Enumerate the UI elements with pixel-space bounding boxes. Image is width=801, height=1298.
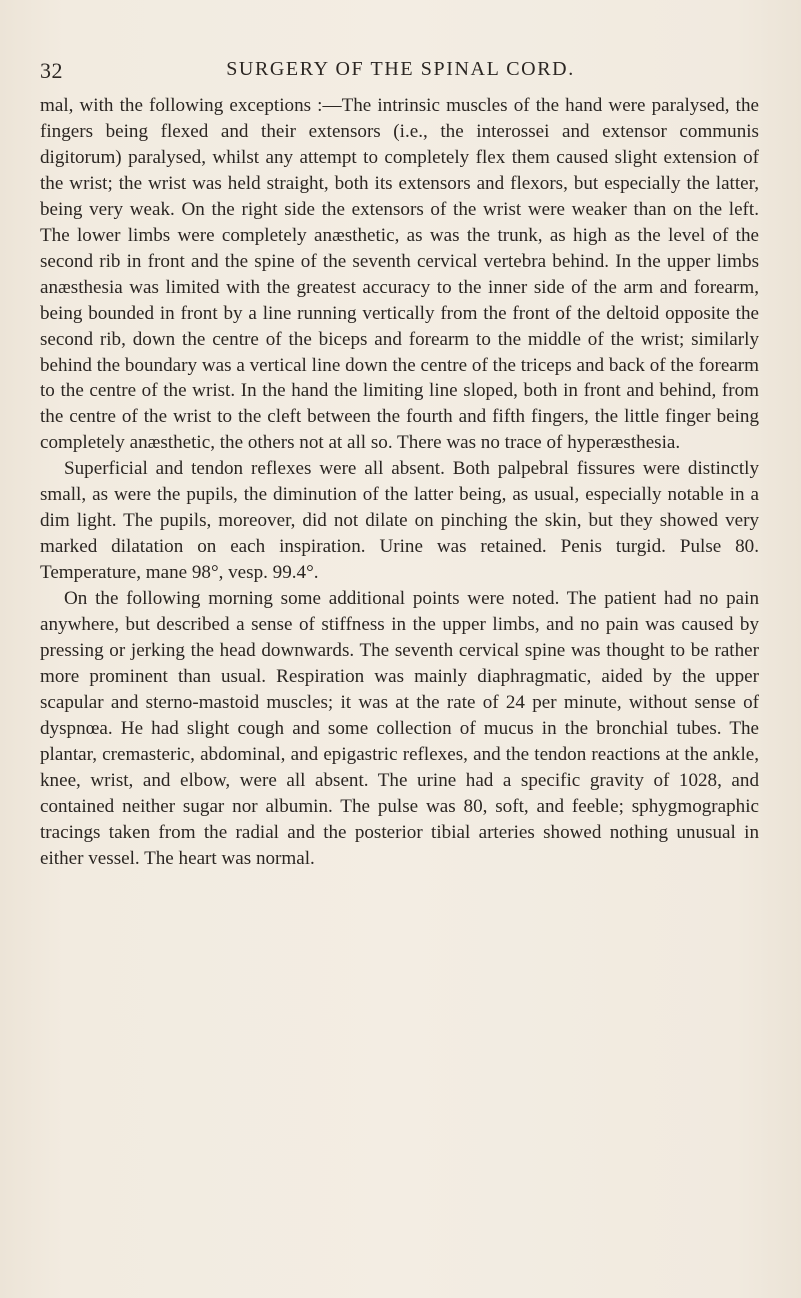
paragraph-1: mal, with the following exceptions :—The intrinsic muscles of the hand were paralysed, the fingers being flexed and their extensors (i.e., the interossei and extensor communis digitorum) paralysed, whilst any attempt to completely flex them caused slight extension of the wrist; the wrist was held straight, both its extensors and flexors, but especially the latter, being very weak. On the right side the extensors of the wrist were weaker than on the left. The lower limbs were completely anæsthetic, as was the trunk, as high as the level of the second rib in front and the spine of the seventh cervical vertebra behind. In the upper limbs anæsthesia was limited with the greatest accuracy to the inner side of the arm and forearm, being bounded in front by a line running vertically from the front of the deltoid opposite the second rib, down the centre of the biceps and forearm to the middle of the wrist; similarly behind the boundary was a vertical line down the centre of the triceps and back of the forearm to the centre of the wrist. In the hand the limiting line sloped, both in front and behind, from the centre of the wrist to the cleft between the fourth and fifth fingers, the little finger being completely anæsthetic, the others not at all so. There was no trace of hyperæsthesia. xyxy=(40,95,759,454)
page-number: 32 xyxy=(40,58,63,83)
paragraph-3: On the following morning some additional points were noted. The patient had no pain anywhere, but described a sense of stiffness in the upper limbs, and no pain was caused by pressing or jerking the head downwards. The seventh cervical spine was thought to be rather more prominent than usual. Respiration was mainly diaphragmatic, aided by the upper scapular and sterno-mastoid muscles; it was at the rate of 24 per minute, without sense of dyspnœa. He had slight cough and some collection of mucus in the bronchial tubes. The plantar, cremasteric, abdominal, and epigastric reflexes, and the tendon reactions at the ankle, knee, wrist, and elbow, were all absent. The urine had a specific gravity of 1028, and contained neither sugar nor albumin. The pulse was 80, soft, and feeble; sphygmographic tracings taken from the radial and the posterior tibial arteries showed nothing unusual in either vessel. The heart was normal. xyxy=(40,588,759,869)
running-title: SURGERY OF THE SPINAL CORD. xyxy=(226,58,575,80)
body-text xyxy=(40,93,759,872)
paragraph-2: Superficial and tendon reflexes were all absent. Both palpebral fissures were distinctly small, as were the pupils, the diminution of the latter being, as usual, especially notable in a dim light. The pupils, moreover, did not dilate on pinching the skin, but they showed very marked dilatation on each inspiration. Urine was retained. Penis turgid. Pulse 80. Temperature, mane 98°, vesp. 99.4°. xyxy=(40,458,759,584)
running-head xyxy=(0,58,801,88)
